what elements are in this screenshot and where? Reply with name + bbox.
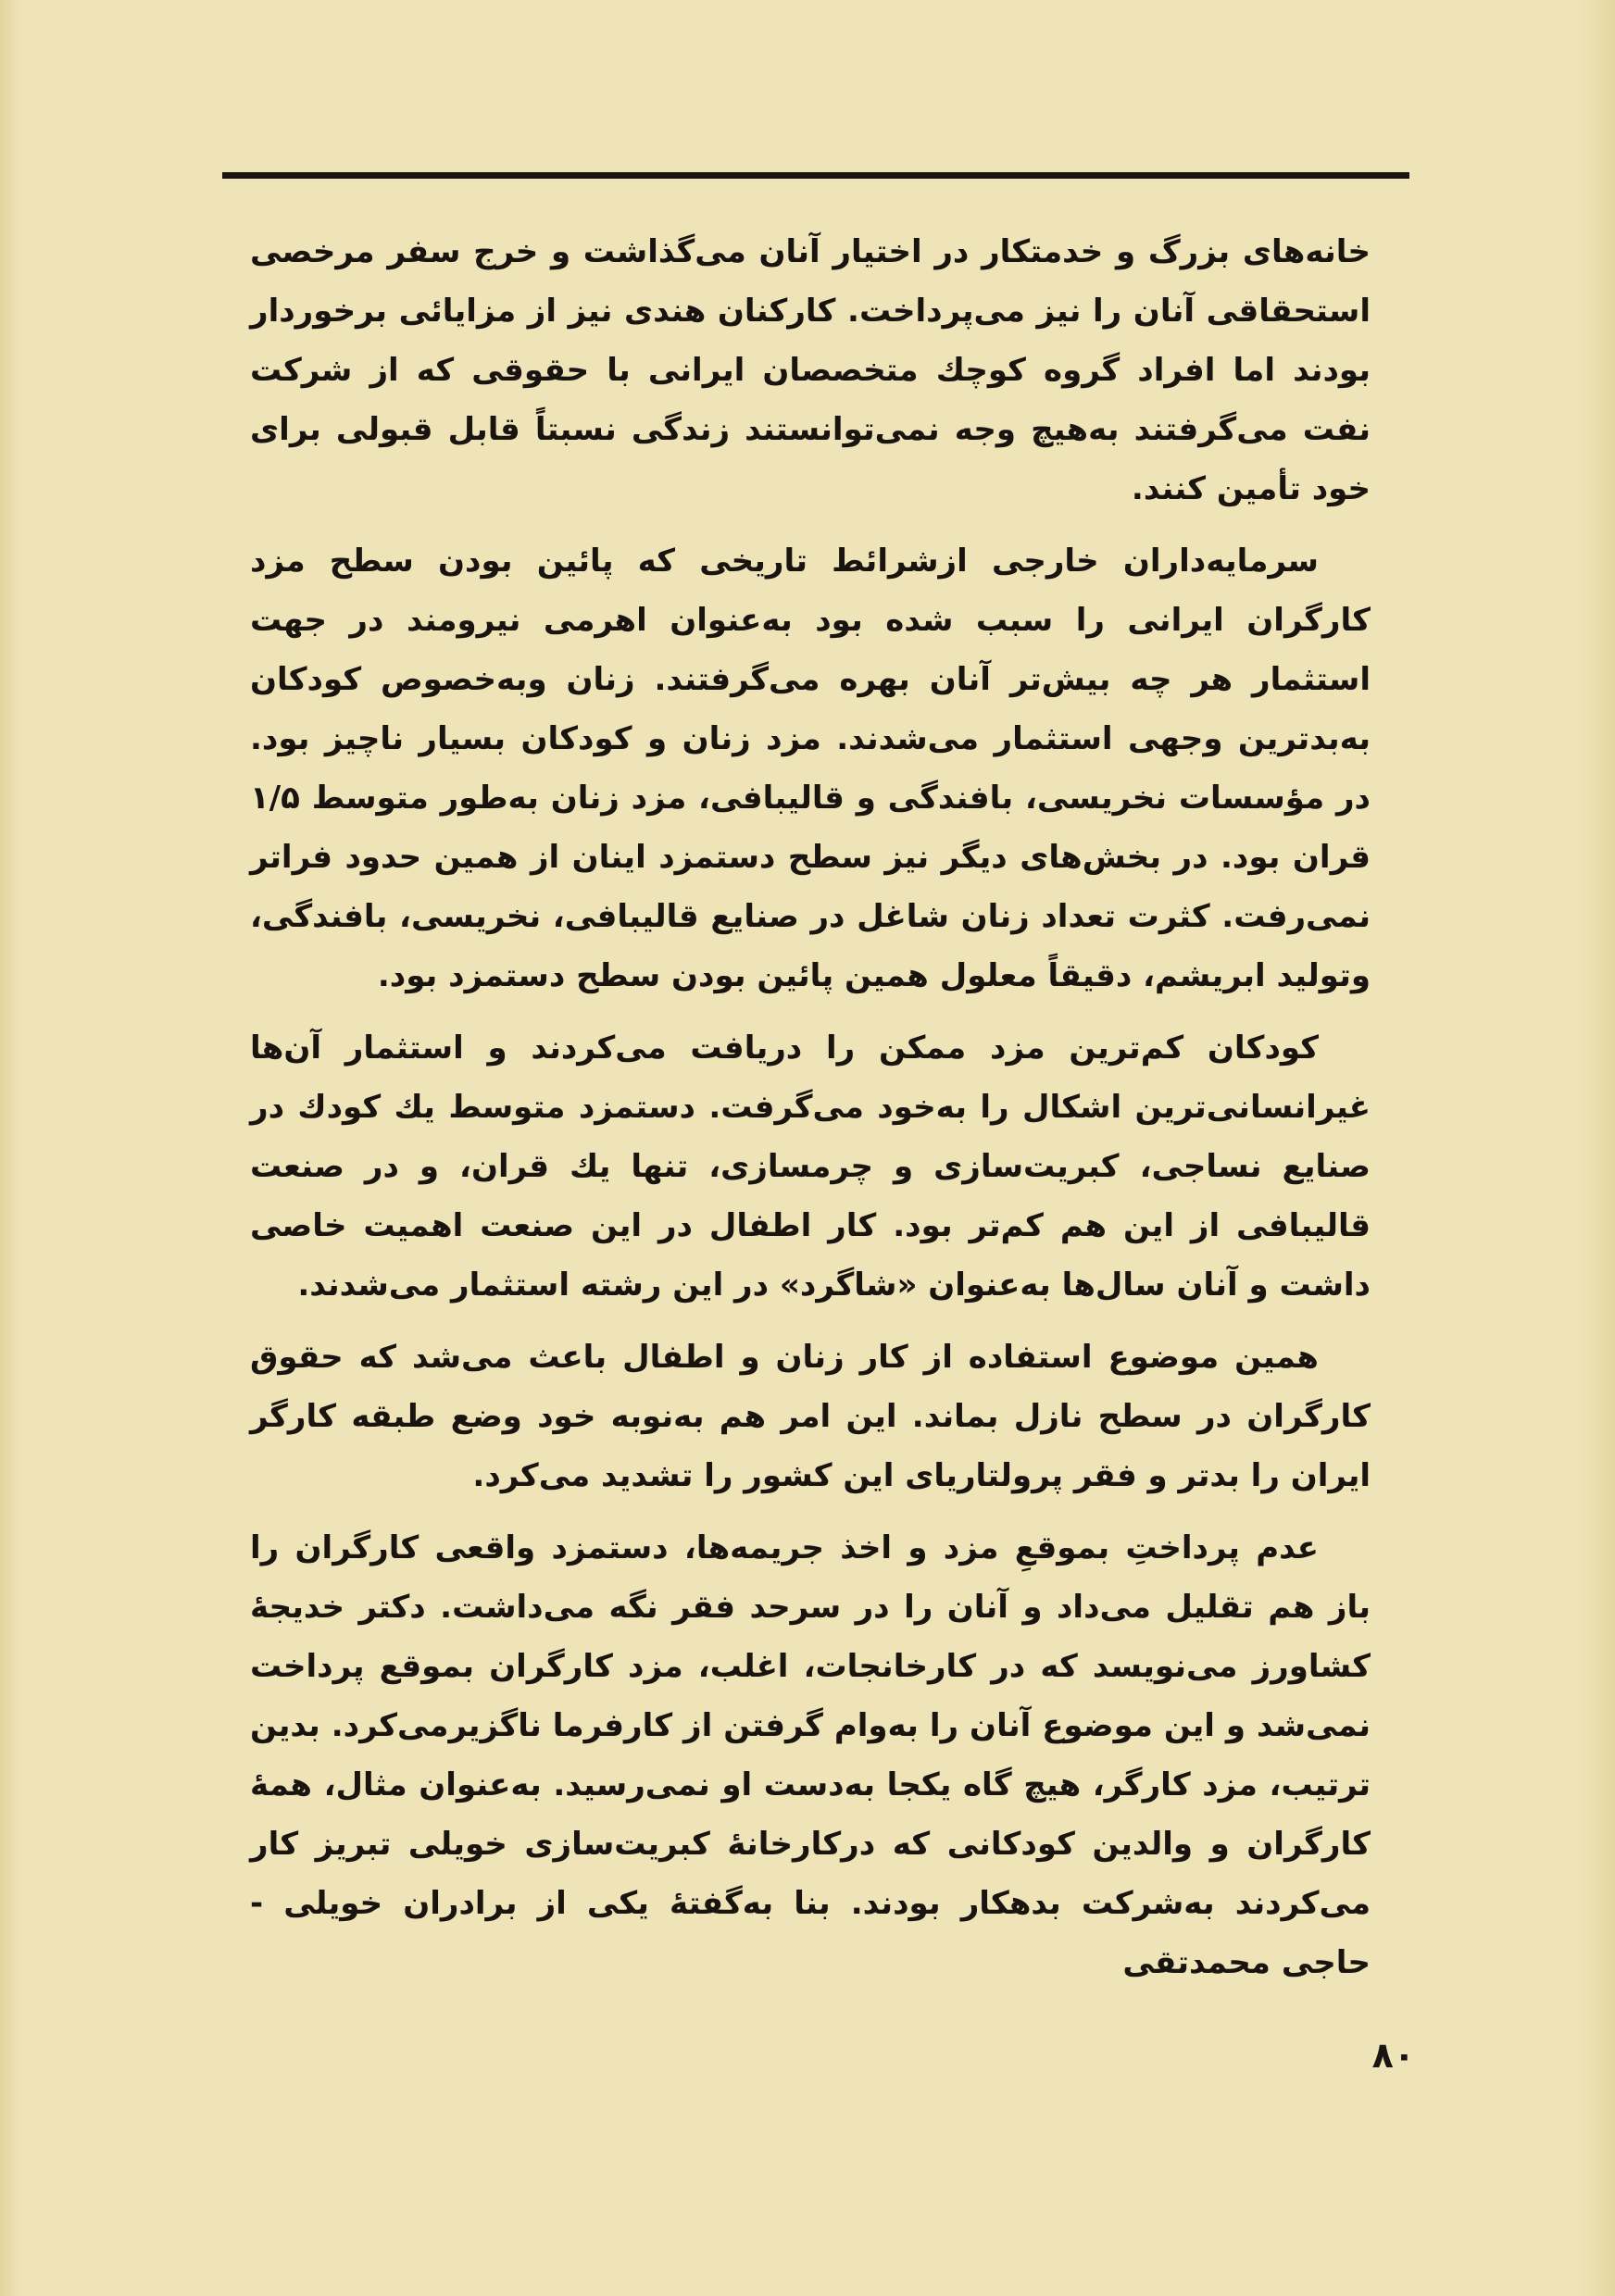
paragraph: همین موضوع استفاده از کار زنان و اطفال باعث می‌شد که حقوق کارگران در سطح نازل بماند. این امر هم به‌نوبه خود وضع طبقه کارگر ایران را بدتر و فقر پرولتاریای این کشور را تشدید می‌کرد. [250, 1339, 1371, 1494]
paragraph: خانه‌های بزرگ و خدمتکار در اختیار آنان می‌گذاشت و خرج سفر مرخصی استحقاقی آنان را نیز می‌پرداخت. کارکنان هندی نیز از مزایائی برخوردار بودند اما افراد گروه کوچك متخصصان ایرانی با حقوقی که از شرکت نفت می‌گرفتند به‌هیچ وجه نمی‌توانستند زندگی نسبتاً قابل قبولی برای خود تأمین کنند. [250, 233, 1371, 507]
page-number: ۸۰ [1371, 2035, 1415, 2076]
page-edge-left [0, 0, 20, 2296]
body-text [250, 222, 1371, 2074]
header-rule [222, 172, 1409, 179]
page-edge-right [1578, 0, 1615, 2296]
paragraph: کودکان کم‌ترین مزد ممکن را دریافت می‌کردند و استثمار آن‌ها غیرانسانی‌ترین اشکال را به‌خود می‌گرفت. دستمزد متوسط یك کودك در صنایع نساجی، کبریت‌سازی و چرمسازی، تنها یك قران، و در صنعت قالیبافی از این هم کم‌تر بود. کار اطفال در این صنعت اهمیت خاصی داشت و آنان سال‌ها به‌عنوان «شاگرد» در این رشته استثمار می‌شدند. [250, 1029, 1371, 1304]
paragraph: سرمایه‌داران خارجی ازشرائط تاریخی که پائین بودن سطح مزد کارگران ایرانی را سبب شده بود به‌عنوان اهرمی نیرومند در جهت استثمار هر چه بیش‌تر آنان بهره می‌گرفتند. زنان وبه‌خصوص کودکان به‌بدترین وجهی استثمار می‌شدند. مزد زنان و کودکان بسیار ناچیز بود. در مؤسسات نخریسی، بافندگی و قالیبافی، مزد زنان به‌طور متوسط ۱/۵ قران بود. در بخش‌های دیگر نیز سطح دستمزد اینان از همین حدود فراتر نمی‌رفت. کثرت تعداد زنان شاغل در صنایع قالیبافی، نخریسی، بافندگی، وتولید ابریشم، دقیقاً معلول همین پائین بودن سطح دستمزد بود. [250, 543, 1371, 994]
paragraph: عدم پرداختِ بموقعِ مزد و اخذ جریمه‌ها، دستمزد واقعی کارگران را باز هم تقلیل می‌داد و آنان را در سرحد فقر نگه می‌داشت. دکتر خدیجهٔ کشاورز می‌نویسد که در کارخانجات، اغلب، مزد کارگران بموقع پرداخت نمی‌شد و این موضوع آنان را به‌وام گرفتن از کارفرما ناگزیرمی‌کرد. بدین ترتیب، مزد کارگر، هیچ گاه یکجا به‌دست او نمی‌رسید. به‌عنوان مثال، همهٔ کارگران و والدین کودکانی که درکارخانهٔ کبریت‌سازی خویلی تبریز کار می‌کردند به‌شرکت بدهکار بودند. بنا به‌گفتهٔ یکی از برادران خویلی - حاجی محمدتقی [250, 1529, 1371, 1981]
